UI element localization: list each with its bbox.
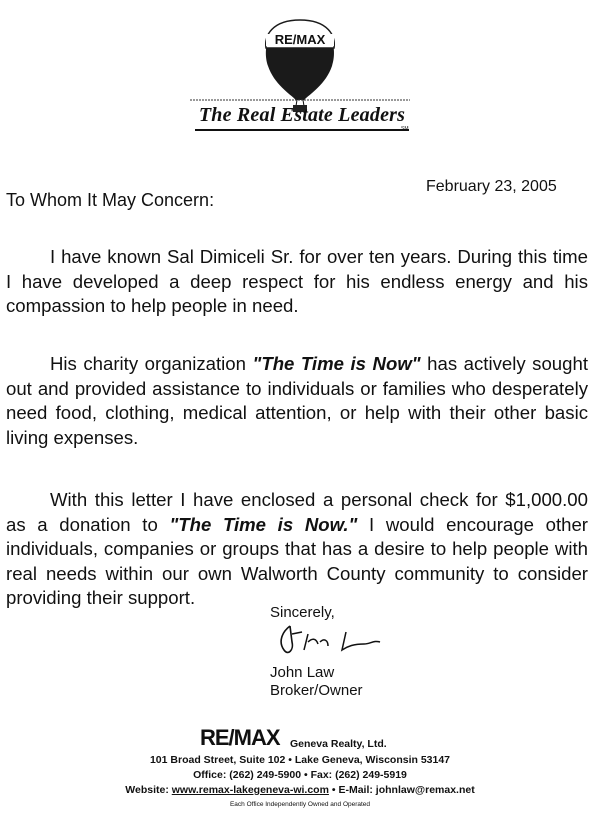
charity-name: "The Time is Now" [252,353,421,374]
paragraph-3: With this letter I have enclosed a personal check for $1,000.00 as a donation to "The Time is Now." I would encourage other individuals, companies or groups that has a desire to help people with real needs within our own Walworth County community to consider providing their support. [6,489,588,608]
balloon-brand-text: RE/MAX [274,32,326,47]
office-name: Geneva Realty, Ltd. [290,738,387,750]
paragraph-2: His charity organization "The Time is Now" has actively sought out and provided assistance to individuals or families who desperately need food, clothing, medical attention, or help with their other basic living expenses. [6,353,588,448]
tagline: The Real Estate Leaders [0,104,600,131]
signer-name: John Law [270,664,335,681]
service-mark: SM [401,126,409,132]
office-phones: Office: (262) 249-5900 • Fax: (262) 249-5919 [193,769,407,781]
signer-title: Broker/Owner [270,682,363,699]
footer-brand-logo: RE/MAX [200,725,280,750]
paragraph-1: I have known Sal Dimiceli Sr. for over ten years. During this time I have developed a deep respect for his endless energy and his compassion to help people in need. [6,246,588,316]
closing: Sincerely, [270,604,335,621]
handwritten-signature [268,620,398,660]
contact-line: Website: www.remax-lakegeneva-wi.com • E-Mail: johnlaw@remax.net [125,784,475,796]
office-address: 101 Broad Street, Suite 102 • Lake Geneva, Wisconsin 53147 [149,754,451,766]
salutation: To Whom It May Concern: [6,190,215,210]
website-link[interactable]: www.remax-lakegeneva-wi.com [171,784,329,796]
disclaimer: Each Office Independently Owned and Operated [229,801,371,808]
letter-date: February 23, 2005 [426,178,557,195]
email-text: • E-Mail: johnlaw@remax.net [328,784,475,796]
charity-name: "The Time is Now." [169,513,358,535]
